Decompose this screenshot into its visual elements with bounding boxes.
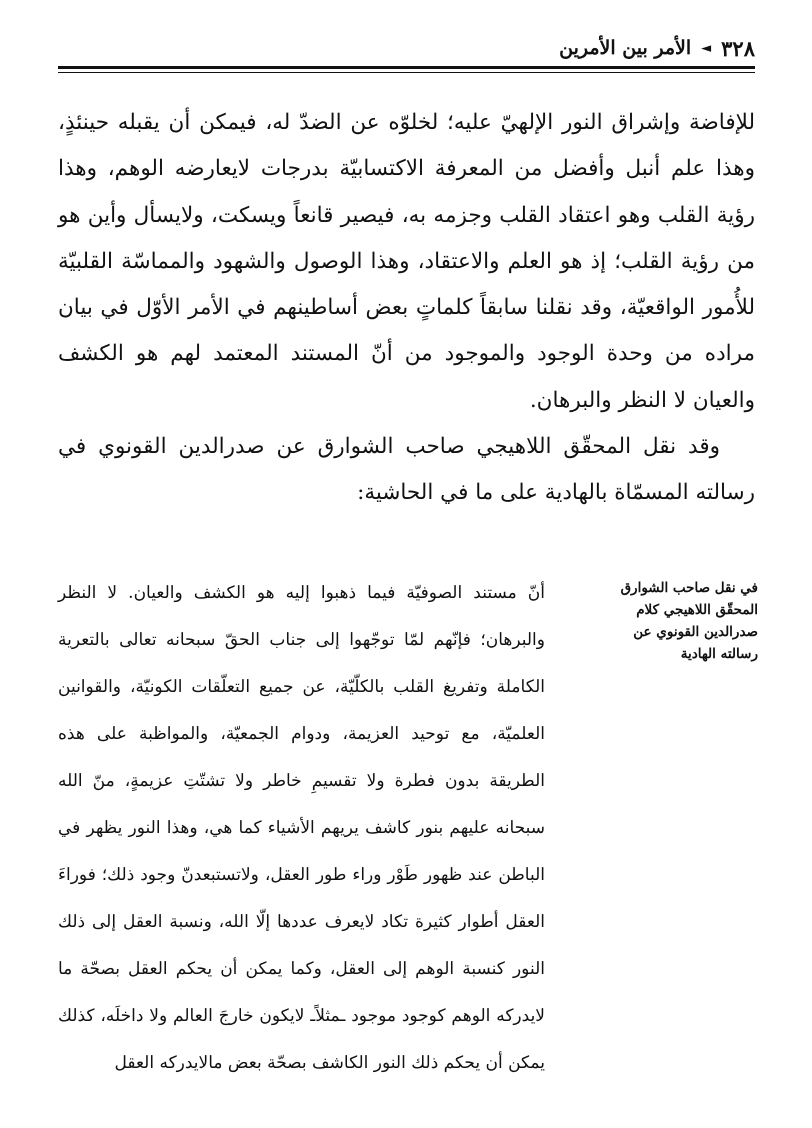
- paragraph-2: وقد نقل المحقّق اللاهيجي صاحب الشوارق عن صدرالدين القونوي في رسالته المسمّاة بالهادية على ما في الحاشية:: [58, 434, 755, 506]
- running-title: الأمر بين الأمرين: [559, 37, 692, 59]
- margin-note: [618, 577, 758, 665]
- running-header: [58, 30, 755, 66]
- margin-note-text: في نقل صاحب الشوارق المحقّق اللاهيجي كلام صدرالدين القونوي عن رسالته الهادية: [620, 580, 758, 662]
- header-rule-thick: [58, 66, 755, 69]
- page-number: ٣٢٨: [721, 35, 755, 61]
- header-rule-thin: [58, 72, 755, 73]
- quote-text: أنّ مستند الصوفيّة فيما ذهبوا إليه هو الكشف والعيان. لا النظر والبرهان؛ فإنّهم لمّا توجّهوا إلى جناب الحقّ سبحانه تعالى بالتعرية الكاملة وتفريغ القلب بالكلّيّة، عن جميع التعلّقات الكونيّة، والقوانين العلميّة، مع توحيد العزيمة، ودوام الجمعيّة، والمواظبة على هذه الطريقة بدون فطرة ولا تقسيمِ خاطر ولا تشتّتِ عزيمةٍ، منّ الله سبحانه عليهم بنور كاشف يريهم الأشياء كما هي، وهذا النور يظهر في الباطن عند ظهور طَوْر وراء طور العقل، ولاتستبعدنّ وجود ذلك؛ فوراءَ العقل أطوار كثيرة تكاد لايعرف عددها إلّا الله، ونسبة العقل إلى ذلك النور كنسبة الوهم إلى العقل، وكما يمكن أن يحكم العقل بصحّة ما لايدركه الوهم كوجود موجود ـمثلاًـ لايكون خارجَ العالم ولا داخلَه، كذلك يمكن أن يحكم ذلك النور الكاشف بصحّة بعض مالايدركه العقل: [58, 583, 545, 1073]
- block-quote: [58, 570, 545, 1087]
- arrow-icon: ◄: [701, 40, 712, 56]
- paragraph-1: للإفاضة وإشراق النور الإلهيّ عليه؛ لخلوّه عن الضدّ له، فيمكن أن يقبله حينئذٍ، وهذا علم أنبل وأفضل من المعرفة الاكتسابيّة بدرجات لايعارضه الوهم، وهذا رؤية القلب وهو اعتقاد القلب وجزمه به، فيصير قانعاً ويسكت، ولايسأل وأين هو من رؤية القلب؛ إذ هو العلم والاعتقاد، وهذا الوصول والشهود والمماسّة القلبيّة للأُمور الواقعيّة، وقد نقلنا سابقاً كلماتٍ بعض أساطينهم في الأمر الأوّل في بيان مراده من وحدة الوجود والموجود من أنّ المستند المعتمد لهم هو الكشف والعيان لا النظر والبرهان.: [58, 110, 755, 413]
- main-text: [58, 100, 755, 517]
